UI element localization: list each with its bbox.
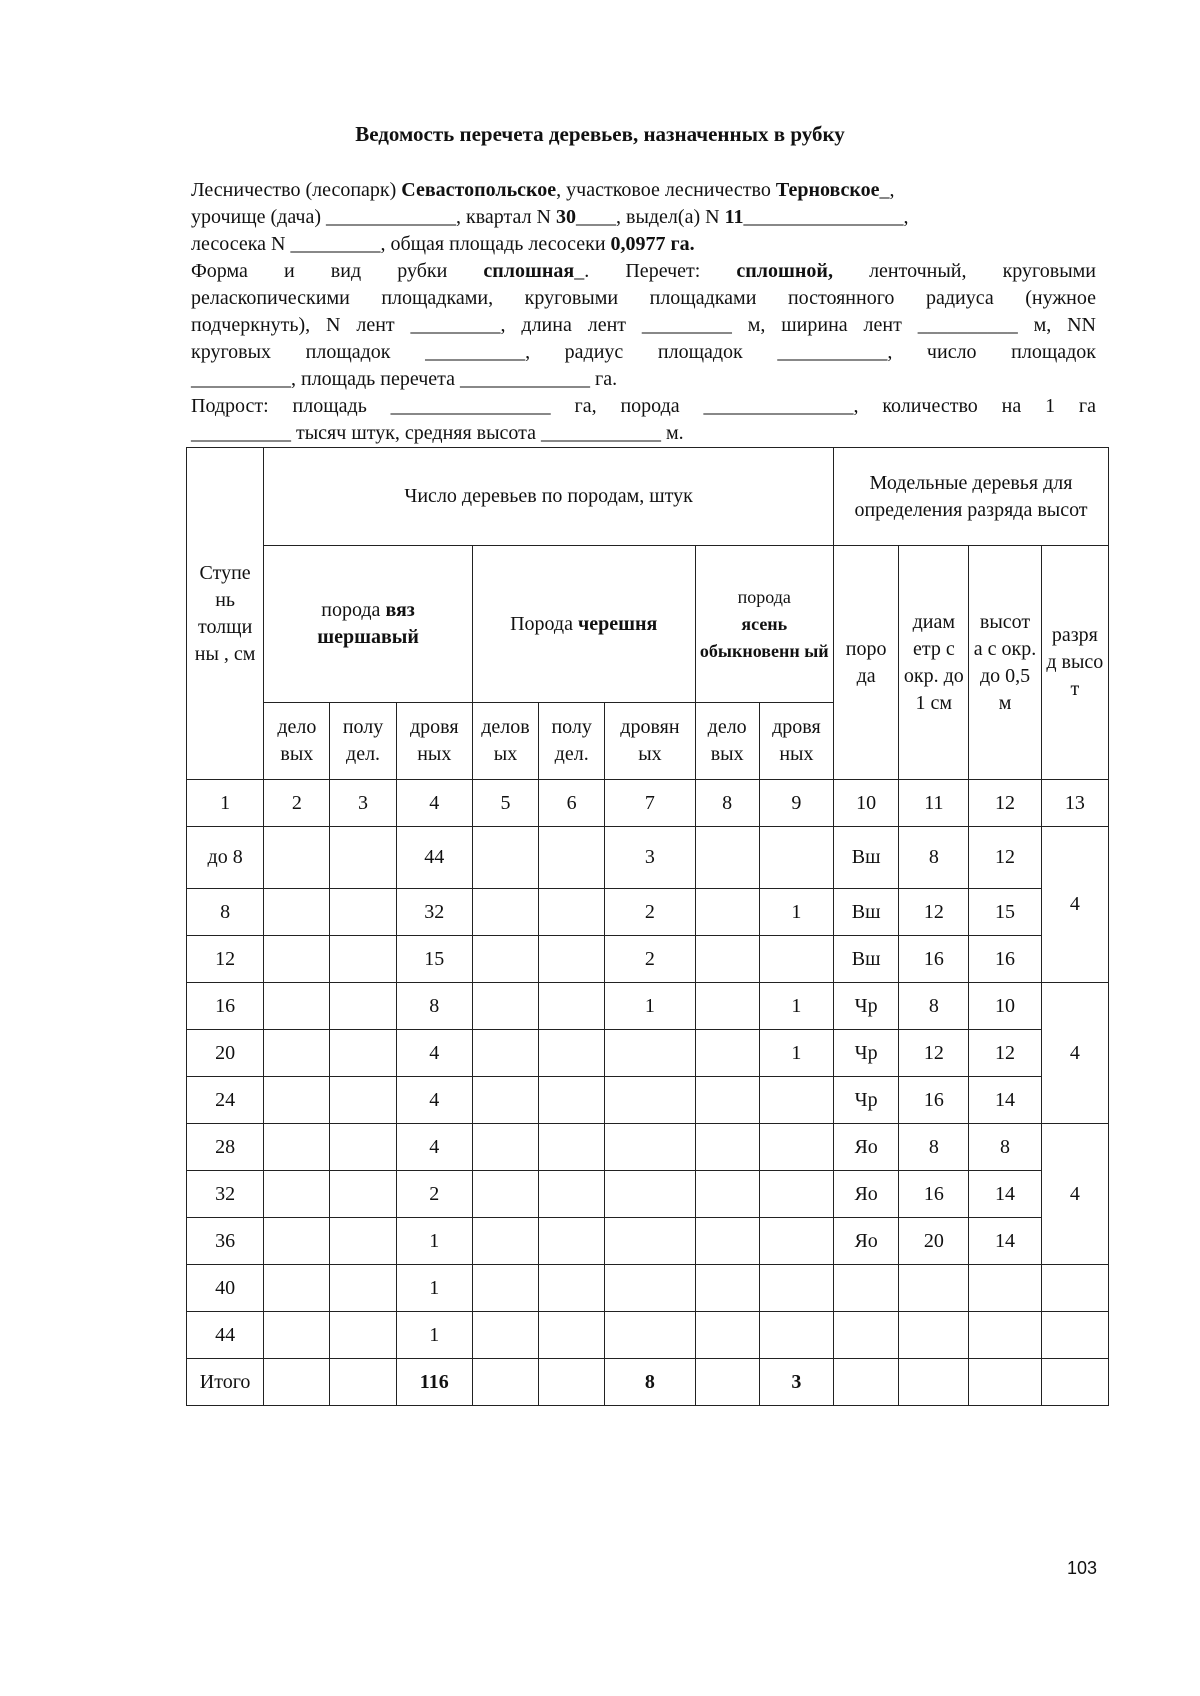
empty-cell [264, 1218, 330, 1265]
height-class-cell: 4 [1041, 983, 1108, 1124]
model-diameter-cell: 16 [899, 936, 969, 983]
header-model-diameter: диам етр с окр. до 1 см [899, 546, 969, 780]
subheader-cell: полу дел. [330, 703, 396, 780]
empty-cell [264, 936, 330, 983]
empty-cell [1041, 1359, 1108, 1406]
header-line-1: Лесничество (лесопарк) Севастопольское, участковое лесничество Терновское_, [191, 179, 895, 201]
table-row [187, 827, 1109, 889]
empty-cell [695, 1359, 759, 1406]
model-height-cell: 14 [969, 1171, 1041, 1218]
header-species-ash: порода ясень обыкновенн ый [695, 546, 833, 703]
step-cell: 28 [187, 1124, 264, 1171]
empty-cell [695, 1218, 759, 1265]
empty-cell [539, 1312, 605, 1359]
column-number: 8 [695, 780, 759, 827]
header-species-elm: порода вяз шершавый [264, 546, 473, 703]
header-model-species: поро да [834, 546, 899, 780]
empty-cell [264, 1265, 330, 1312]
model-species-cell: Вш [834, 827, 899, 889]
model-species-cell: Вш [834, 889, 899, 936]
empty-cell [539, 936, 605, 983]
empty-cell [695, 827, 759, 889]
total-row [187, 1359, 1109, 1406]
ash-firewood-cell [759, 1077, 833, 1124]
empty-cell [695, 889, 759, 936]
step-cell: до 8 [187, 827, 264, 889]
ash-firewood-cell: 1 [759, 1030, 833, 1077]
header-species-cherry: Порода черешня [472, 546, 695, 703]
empty-cell [899, 1359, 969, 1406]
cherry-firewood-cell [605, 1312, 695, 1359]
subheader-cell: полу дел. [539, 703, 605, 780]
elm-firewood-cell: 1 [396, 1312, 472, 1359]
empty-cell [330, 936, 396, 983]
column-number: 2 [264, 780, 330, 827]
table-row [187, 1218, 1109, 1265]
empty-cell [330, 1030, 396, 1077]
empty-cell [264, 1030, 330, 1077]
empty-cell [472, 1171, 538, 1218]
model-species-cell [834, 1312, 899, 1359]
empty-cell [330, 1171, 396, 1218]
empty-cell [695, 983, 759, 1030]
step-cell: 44 [187, 1312, 264, 1359]
header-line-7: круговых площадок __________, радиус площадок ___________, число площадок [191, 341, 1096, 363]
empty-cell [472, 1030, 538, 1077]
model-height-cell: 14 [969, 1077, 1041, 1124]
model-diameter-cell: 8 [899, 1124, 969, 1171]
empty-cell [695, 1265, 759, 1312]
ash-firewood-cell: 1 [759, 889, 833, 936]
table-row [187, 1077, 1109, 1124]
subheader-cell: дровя ных [759, 703, 833, 780]
empty-cell [695, 1312, 759, 1359]
model-diameter-cell [899, 1265, 969, 1312]
empty-cell [264, 1359, 330, 1406]
elm-firewood-cell: 44 [396, 827, 472, 889]
column-number: 9 [759, 780, 833, 827]
empty-cell [539, 1124, 605, 1171]
empty-cell [472, 1218, 538, 1265]
empty-cell [330, 1265, 396, 1312]
empty-cell [264, 827, 330, 889]
empty-cell [472, 889, 538, 936]
ash-firewood-cell [759, 1265, 833, 1312]
total-label: Итого [187, 1359, 264, 1406]
model-diameter-cell: 20 [899, 1218, 969, 1265]
model-diameter-cell: 16 [899, 1077, 969, 1124]
empty-cell [472, 827, 538, 889]
empty-cell [539, 983, 605, 1030]
empty-cell [539, 1265, 605, 1312]
empty-cell [1041, 1265, 1108, 1312]
column-number: 12 [969, 780, 1041, 827]
model-diameter-cell: 8 [899, 827, 969, 889]
model-diameter-cell: 12 [899, 889, 969, 936]
elm-firewood-cell: 4 [396, 1030, 472, 1077]
empty-cell [264, 1124, 330, 1171]
subheader-cell: дровян ых [605, 703, 695, 780]
cherry-firewood-cell: 1 [605, 983, 695, 1030]
elm-firewood-cell: 1 [396, 1265, 472, 1312]
model-height-cell: 12 [969, 827, 1041, 889]
model-height-cell: 12 [969, 1030, 1041, 1077]
header-line-8: __________, площадь перечета _____________ га. [191, 368, 618, 390]
step-cell: 32 [187, 1171, 264, 1218]
cherry-firewood-cell: 2 [605, 936, 695, 983]
column-number: 5 [472, 780, 538, 827]
empty-cell [330, 1077, 396, 1124]
empty-cell [695, 1171, 759, 1218]
cherry-firewood-cell [605, 1077, 695, 1124]
cherry-firewood-cell: 3 [605, 827, 695, 889]
header-block [191, 177, 1096, 447]
column-number: 13 [1041, 780, 1108, 827]
model-species-cell: Вш [834, 936, 899, 983]
model-species-cell: Яо [834, 1218, 899, 1265]
empty-cell [539, 1171, 605, 1218]
subheader-cell: дело вых [695, 703, 759, 780]
cherry-firewood-cell [605, 1218, 695, 1265]
ash-firewood-cell [759, 1312, 833, 1359]
empty-cell [472, 1265, 538, 1312]
model-species-cell: Яо [834, 1124, 899, 1171]
table-row [187, 889, 1109, 936]
empty-cell [969, 1359, 1041, 1406]
ash-firewood-cell [759, 827, 833, 889]
empty-cell [539, 889, 605, 936]
table-row [187, 1171, 1109, 1218]
model-species-cell: Чр [834, 1030, 899, 1077]
step-cell: 20 [187, 1030, 264, 1077]
empty-cell [264, 889, 330, 936]
empty-cell [472, 1077, 538, 1124]
header-thickness-step: Ступе нь толщи ны , см [187, 448, 264, 780]
header-line-3: лесосека N _________, общая площадь лесосеки 0,0977 га. [191, 233, 695, 255]
ash-firewood-cell [759, 1218, 833, 1265]
height-class-cell: 4 [1041, 1124, 1108, 1265]
elm-firewood-cell: 4 [396, 1124, 472, 1171]
cherry-firewood-cell [605, 1265, 695, 1312]
step-cell: 8 [187, 889, 264, 936]
empty-cell [695, 936, 759, 983]
column-number: 10 [834, 780, 899, 827]
model-diameter-cell: 16 [899, 1171, 969, 1218]
column-number: 11 [899, 780, 969, 827]
model-species-cell: Яо [834, 1171, 899, 1218]
ash-firewood-cell [759, 936, 833, 983]
empty-cell [472, 1124, 538, 1171]
empty-cell [330, 889, 396, 936]
empty-cell [539, 1359, 605, 1406]
empty-cell [695, 1124, 759, 1171]
model-diameter-cell [899, 1312, 969, 1359]
model-height-cell: 15 [969, 889, 1041, 936]
elm-firewood-cell: 4 [396, 1077, 472, 1124]
empty-cell [539, 1077, 605, 1124]
header-line-5: реласкопическими площадками, круговыми площадками постоянного радиуса (нужное [191, 287, 1096, 309]
cherry-firewood-cell [605, 1171, 695, 1218]
elm-firewood-cell: 32 [396, 889, 472, 936]
empty-cell [264, 1171, 330, 1218]
empty-cell [330, 1218, 396, 1265]
total-cherry-firewood: 8 [605, 1359, 695, 1406]
empty-cell [330, 827, 396, 889]
cherry-firewood-cell: 2 [605, 889, 695, 936]
header-line-10: __________ тысяч штук, средняя высота ____________ м. [191, 422, 684, 444]
subheader-cell: делов ых [472, 703, 538, 780]
header-line-2: урочище (дача) _____________, квартал N 30____, выдел(а) N 11________________, [191, 206, 909, 228]
empty-cell [330, 1359, 396, 1406]
empty-cell [330, 983, 396, 1030]
table-row [187, 1312, 1109, 1359]
model-species-cell [834, 1265, 899, 1312]
model-height-cell [969, 1265, 1041, 1312]
step-cell: 12 [187, 936, 264, 983]
empty-cell [472, 1312, 538, 1359]
empty-cell [834, 1359, 899, 1406]
header-line-4: Форма и вид рубки сплошная_. Перечет: сплошной, ленточный, круговыми [191, 260, 1096, 282]
empty-cell [695, 1030, 759, 1077]
empty-cell [264, 1312, 330, 1359]
model-species-cell: Чр [834, 983, 899, 1030]
step-cell: 36 [187, 1218, 264, 1265]
tree-count-table [186, 447, 1109, 1406]
subheader-cell: дровя ных [396, 703, 472, 780]
subheader-cell: дело вых [264, 703, 330, 780]
elm-firewood-cell: 8 [396, 983, 472, 1030]
table-row [187, 983, 1109, 1030]
empty-cell [472, 936, 538, 983]
header-tree-count: Число деревьев по породам, штук [264, 448, 834, 546]
column-number: 7 [605, 780, 695, 827]
page-number: 103 [1067, 1558, 1098, 1578]
table-row [187, 1030, 1109, 1077]
model-height-cell: 8 [969, 1124, 1041, 1171]
column-number: 4 [396, 780, 472, 827]
header-model-height-class: разря д высо т [1041, 546, 1108, 780]
elm-firewood-cell: 15 [396, 936, 472, 983]
header-line-9: Подрост: площадь ________________ га, порода _______________, количество на 1 га [191, 395, 1096, 417]
column-number: 6 [539, 780, 605, 827]
document-title: Ведомость перечета деревьев, назначенных в рубку [355, 122, 845, 146]
model-height-cell: 14 [969, 1218, 1041, 1265]
model-height-cell [969, 1312, 1041, 1359]
cherry-firewood-cell [605, 1124, 695, 1171]
empty-cell [539, 1218, 605, 1265]
model-height-cell: 16 [969, 936, 1041, 983]
empty-cell [472, 983, 538, 1030]
header-line-6: подчеркнуть), N лент _________, длина лент _________ м, ширина лент __________ м, NN [191, 314, 1096, 336]
empty-cell [330, 1312, 396, 1359]
table-row [187, 1124, 1109, 1171]
empty-cell [264, 983, 330, 1030]
empty-cell [472, 1359, 538, 1406]
table-row [187, 936, 1109, 983]
step-cell: 40 [187, 1265, 264, 1312]
cherry-firewood-cell [605, 1030, 695, 1077]
model-height-cell: 10 [969, 983, 1041, 1030]
total-ash-firewood: 3 [759, 1359, 833, 1406]
empty-cell [264, 1077, 330, 1124]
ash-firewood-cell: 1 [759, 983, 833, 1030]
empty-cell [539, 1030, 605, 1077]
total-elm-firewood: 116 [396, 1359, 472, 1406]
column-number: 3 [330, 780, 396, 827]
elm-firewood-cell: 1 [396, 1218, 472, 1265]
model-diameter-cell: 12 [899, 1030, 969, 1077]
step-cell: 24 [187, 1077, 264, 1124]
table-row [187, 1265, 1109, 1312]
height-class-cell: 4 [1041, 827, 1108, 983]
column-number-row [187, 780, 1109, 827]
column-number: 1 [187, 780, 264, 827]
step-cell: 16 [187, 983, 264, 1030]
empty-cell [1041, 1312, 1108, 1359]
ash-firewood-cell [759, 1171, 833, 1218]
empty-cell [539, 827, 605, 889]
empty-cell [330, 1124, 396, 1171]
header-model-trees: Модельные деревья для определения разряда высот [834, 448, 1109, 546]
elm-firewood-cell: 2 [396, 1171, 472, 1218]
ash-firewood-cell [759, 1124, 833, 1171]
model-diameter-cell: 8 [899, 983, 969, 1030]
header-model-height: высот а с окр. до 0,5 м [969, 546, 1041, 780]
empty-cell [695, 1077, 759, 1124]
model-species-cell: Чр [834, 1077, 899, 1124]
